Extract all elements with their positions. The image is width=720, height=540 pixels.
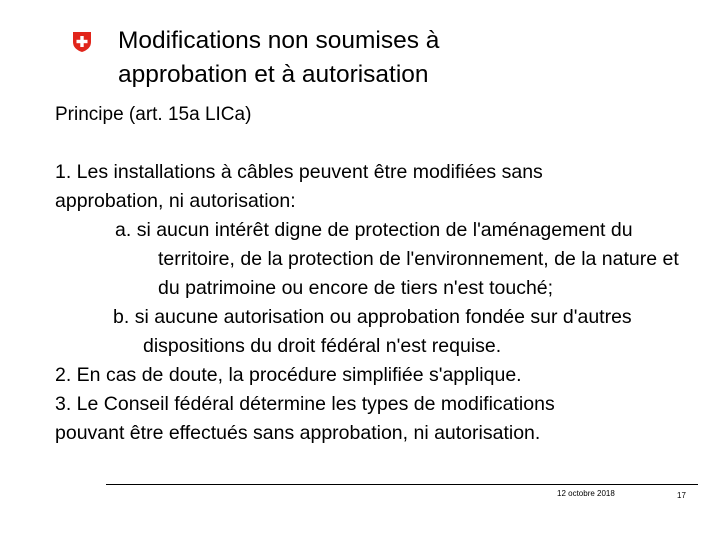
paragraph-3-line-1: 3. Le Conseil fédéral détermine les types de modifications xyxy=(55,393,555,415)
page-number: 17 xyxy=(677,491,686,500)
paragraph-2: 2. En cas de doute, la procédure simplifiée s'applique. xyxy=(55,364,522,386)
swiss-cross-icon xyxy=(72,32,92,52)
title-line-2: approbation et à autorisation xyxy=(118,61,429,88)
list-item-b-marker: b. xyxy=(113,306,130,328)
paragraph-1 xyxy=(55,158,705,216)
page-title xyxy=(118,24,708,92)
title-line-1: Modifications non soumises à xyxy=(118,27,440,54)
slide-body xyxy=(55,158,705,448)
list-item-a-text: si aucun intérêt digne de protection de l'aménagement du territoire, de la protection de l'environnement, de la nature et du patrimoine ou encore de tiers n'est touché; xyxy=(136,219,679,299)
list-item-b-text: si aucune autorisation ou approbation fondée sur d'autres dispositions du droit fédéral n'est requise. xyxy=(134,306,632,357)
paragraph-3-line-2: pouvant être effectués sans approbation, ni autorisation. xyxy=(55,422,541,444)
paragraph-3 xyxy=(55,390,705,448)
list-item-b xyxy=(55,303,705,361)
footer-divider xyxy=(106,484,698,485)
list-item-a-marker: a. xyxy=(115,219,132,241)
footer-date: 12 octobre 2018 xyxy=(557,489,615,498)
paragraph-1-line-2: approbation, ni autorisation: xyxy=(55,190,296,212)
paragraph-1-line-1: 1. Les installations à câbles peuvent être modifiées sans xyxy=(55,161,543,183)
list-item-a xyxy=(55,216,705,303)
section-subtitle: Principe (art. 15a LICa) xyxy=(55,104,252,125)
